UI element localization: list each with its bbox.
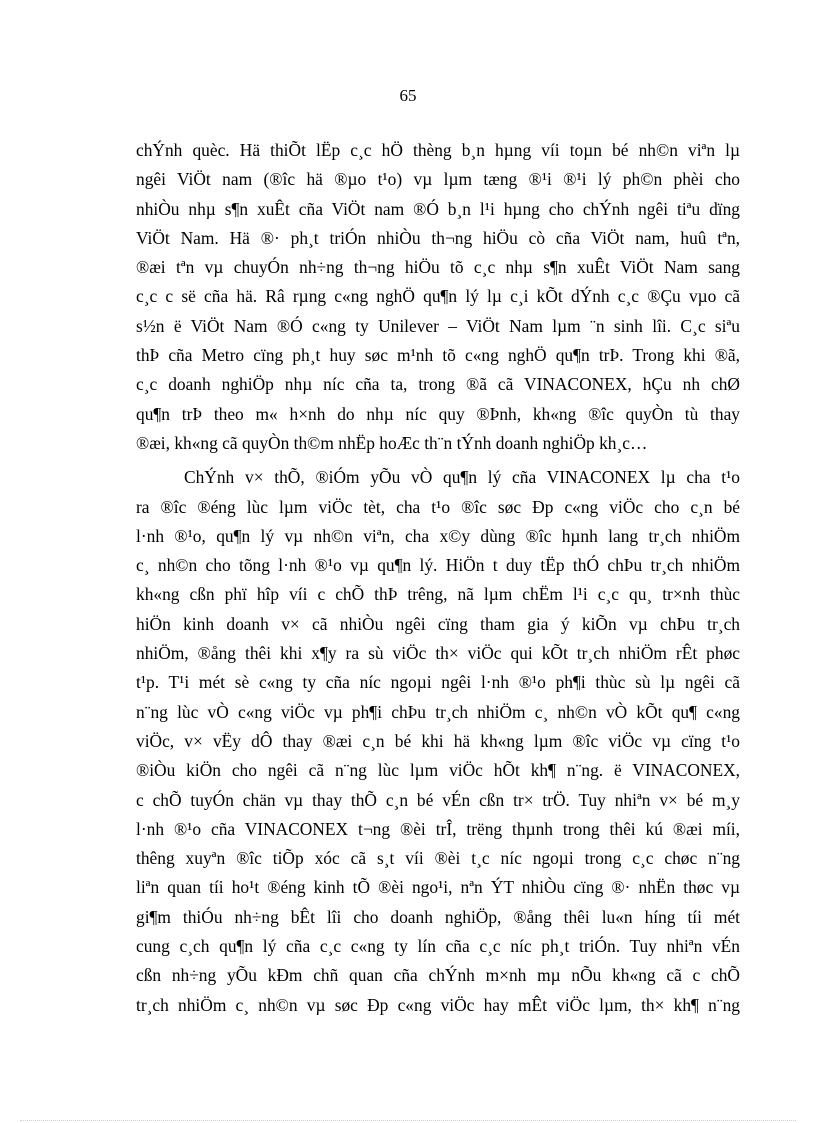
body-text bbox=[136, 136, 740, 1020]
text-line: s½n ë ViÖt Nam ®Ó c«ng ty Unilever – ViÖt Nam lµm ¨n sinh lîi. C¸c siªu bbox=[136, 315, 740, 336]
text-line: cung c¸ch qu¶n lý cña c¸c c«ng ty lín cña c¸c níc ph¸t triÓn. Tuy nhiªn vÉn bbox=[136, 936, 740, 957]
text-line: l·nh ®¹o cña VINACONEX t¬ng ®èi trÎ, trëng thµnh trong thêi kú ®æi míi, bbox=[136, 818, 740, 839]
paragraph-1 bbox=[136, 136, 740, 458]
text-line: gi¶m thiÓu nh÷ng bÊt lîi cho doanh nghiÖp, ®ång thêi lu«n híng tíi mét bbox=[136, 906, 740, 927]
text-line: c¸c c së cña hä. Râ rµng c«ng nghÖ qu¶n lý lµ c¸i kÕt dÝnh c¸c ®Çu vµo cã bbox=[136, 286, 740, 307]
text-line: kh«ng cßn phï hîp víi c chÕ thÞ trêng, nã lµm chËm l¹i c¸c qu¸ tr×nh thùc bbox=[136, 584, 740, 605]
text-line: viÖc, v× vËy dÔ thay ®æi c¸n bé khi hä kh«ng lµm ®îc viÖc vµ cïng t¹o bbox=[136, 730, 740, 751]
text-line: chÝnh quèc. Hä thiÕt lËp c¸c hÖ thèng b¸n hµng víi toµn bé nh©n viªn lµ bbox=[136, 140, 740, 160]
text-line: l·nh ®¹o, qu¶n lý vµ nh©n viªn, cha x©y dùng ®îc hµnh lang tr¸ch nhiÖm bbox=[136, 525, 740, 546]
text-line: nhiÒu nhµ s¶n xuÊt cña ViÖt nam ®Ó b¸n l¹i hµng cho chÝnh ngêi tiªu dïng bbox=[136, 198, 740, 219]
text-line: c¸c doanh nghiÖp nhµ níc cña ta, trong ®ã cã VINACONEX, hÇu nh chØ bbox=[136, 374, 740, 395]
page-bottom-border bbox=[20, 1120, 796, 1121]
text-line: c chÕ tuyÓn chän vµ thay thÕ c¸n bé vÉn cßn tr× trÖ. Tuy nhiªn v× bé m¸y bbox=[136, 789, 740, 810]
text-line: tr¸ch nhiÖm c¸ nh©n vµ søc Ðp c«ng viÖc hay mÊt viÖc lµm, th× kh¶ n¨ng bbox=[136, 994, 740, 1015]
text-line: nhiÖm, ®ång thêi khi x¶y ra sù viÖc th× viÖc qui kÕt tr¸ch nhiÖm rÊt phøc bbox=[136, 643, 740, 664]
text-line: hiÖn kinh doanh v× cã nhiÒu ngêi cïng tham gia ý kiÕn vµ chÞu tr¸ch bbox=[136, 613, 740, 634]
text-line: thÞ cña Metro cïng ph¸t huy søc m¹nh tõ c«ng nghÖ qu¶n trÞ. Trong khi ®ã, bbox=[136, 345, 740, 366]
text-line: t¹p. T¹i mét sè c«ng ty cña níc ngoµi ngêi l·nh ®¹o ph¶i thùc sù lµ ngêi cã bbox=[136, 672, 740, 693]
text-line: ra ®îc ®éng lùc lµm viÖc tèt, cha t¹o ®îc søc Ðp c«ng viÖc cho c¸n bé bbox=[136, 496, 740, 517]
page-number: 65 bbox=[399, 86, 417, 105]
text-line: qu¶n trÞ theo m« h×nh do nhµ níc quy ®Þnh, kh«ng ®îc quyÒn tù thay bbox=[136, 403, 740, 424]
text-line: ChÝnh v× thÕ, ®iÓm yÕu vÒ qu¶n lý cña VINACONEX lµ cha t¹o bbox=[184, 467, 740, 488]
text-line: ViÖt Nam. Hä ®· ph¸t triÓn nhiÒu th¬ng hiÖu cò cña ViÖt nam, huû tªn, bbox=[136, 227, 740, 248]
text-line: ®æi tªn vµ chuyÓn nh÷ng th¬ng hiÖu tõ c¸c nhµ s¶n xuÊt ViÖt Nam sang bbox=[136, 257, 740, 278]
text-line: thêng xuyªn ®îc tiÕp xóc cã s¸t víi ®èi t¸c níc ngoµi trong c¸c chøc n¨ng bbox=[136, 848, 740, 869]
paragraph-2 bbox=[136, 463, 740, 1020]
text-line: c¸ nh©n cho tõng l·nh ®¹o vµ qu¶n lý. HiÖn t duy tËp thÓ chÞu tr¸ch nhiÖm bbox=[136, 555, 740, 576]
text-line: ®iÒu kiÖn cho ngêi cã n¨ng lùc lµm viÖc hÕt kh¶ n¨ng. ë VINACONEX, bbox=[136, 760, 740, 781]
text-line: n¨ng lùc vÒ c«ng viÖc vµ ph¶i chÞu tr¸ch nhiÖm c¸ nh©n vÒ kÕt qu¶ c«ng bbox=[136, 701, 740, 722]
text-line: ®æi, kh«ng cã quyÒn th©m nhËp hoÆc th¨n tÝnh doanh nghiÖp kh¸c… bbox=[136, 432, 648, 453]
text-line: ngêi ViÖt nam (®îc hä ®µo t¹o) vµ lµm tæng ®¹i ®¹i lý ph©n phèi cho bbox=[136, 169, 740, 190]
text-line: cßn nh÷ng yÕu kÐm chñ quan cña chÝnh m×nh mµ nÕu kh«ng cã c chÕ bbox=[136, 965, 740, 986]
text-line: liªn quan tíi ho¹t ®éng kinh tÕ ®èi ngo¹i, nªn ÝT nhiÒu cïng ®· nhËn thøc vµ bbox=[136, 877, 740, 898]
